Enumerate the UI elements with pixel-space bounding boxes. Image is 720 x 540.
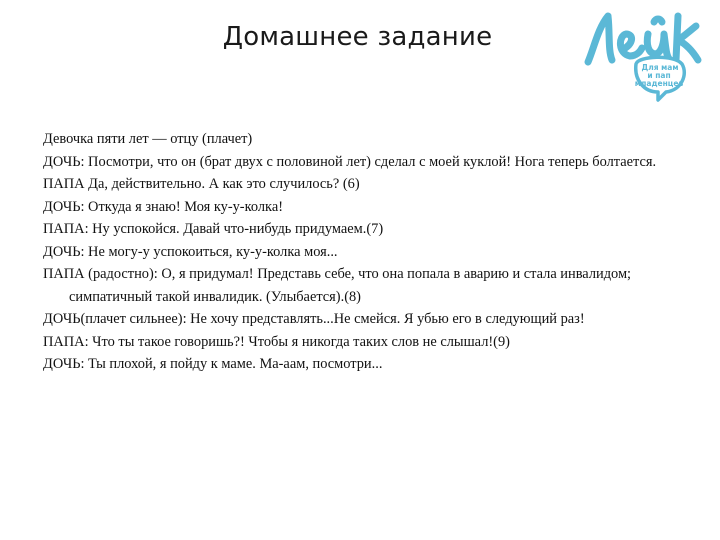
dialogue-line: Девочка пяти лет — отцу (плачет) xyxy=(43,131,253,147)
dialogue-line: ПАПА (радостно): О, я придумал! Представь себе, что она попала в аварию и стала инвалидом; симпатичный такой инвалидик. (Улыбается).(8) xyxy=(43,266,632,305)
dialogue-text xyxy=(43,128,675,376)
dialogue-line: ПАПА Да, действительно. А как это случилось? (6) xyxy=(43,176,360,192)
logo-badge-line: Для мам xyxy=(641,63,679,72)
dialogue-line: ДОЧЬ: Не могу-у успокоиться, ку-у-колка моя... xyxy=(43,243,338,260)
dialogue-line: ДОЧЬ: Посмотри, что он (брат двух с половиной лет) сделал с моей куклой! Нога теперь болтается. xyxy=(43,153,657,170)
slide-title: Домашнее задание xyxy=(222,22,493,52)
leika-logo xyxy=(578,4,714,104)
dialogue-line: ДОЧЬ: Откуда я знаю! Моя ку-у-колка! xyxy=(43,198,283,215)
logo-badge-line: младенцев xyxy=(634,79,684,88)
dialogue-line: ПАПА: Ну успокойся. Давай что-нибудь придумаем.(7) xyxy=(43,221,384,237)
dialogue-line: ПАПА: Что ты такое говоришь?! Чтобы я никогда таких слов не слышал!(9) xyxy=(43,333,510,350)
dialogue-line: ДОЧЬ: Ты плохой, я пойду к маме. Ма-аам, посмотри... xyxy=(43,356,383,372)
logo-badge-line: и пап xyxy=(647,71,671,80)
dialogue-line: ДОЧЬ(плачет сильнее): Не хочу представлять...Не смейся. Я убью его в следующий раз! xyxy=(43,311,585,327)
